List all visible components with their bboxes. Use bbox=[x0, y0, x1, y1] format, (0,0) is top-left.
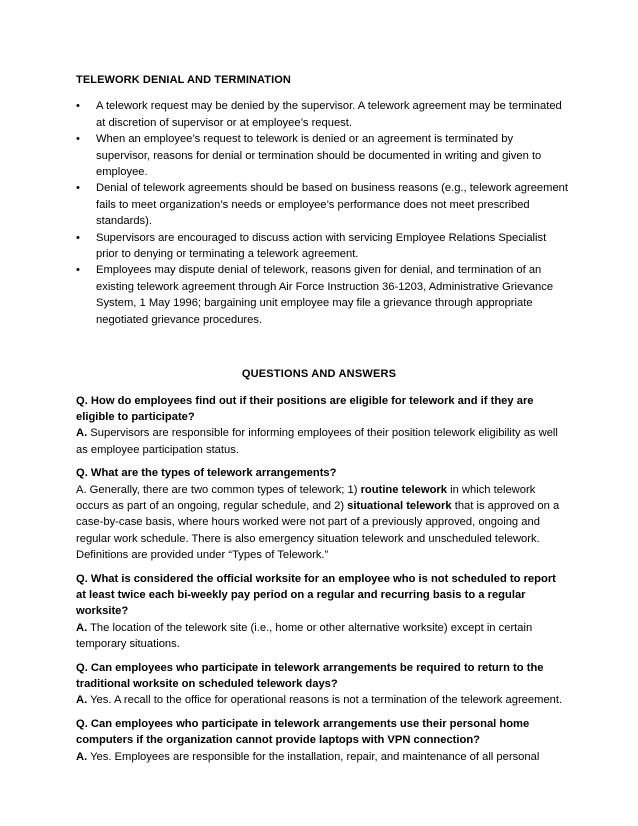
list-item bbox=[76, 262, 568, 328]
qa-item bbox=[76, 465, 568, 563]
question-text: Q. Can employees who participate in telework arrangements be required to return to the traditional worksite on scheduled telework days? bbox=[76, 661, 544, 690]
qa-item bbox=[76, 393, 568, 459]
question-text: Q. What are the types of telework arrangements? bbox=[76, 467, 337, 480]
answer-label: A. bbox=[76, 694, 88, 707]
answer-text: A. Generally, there are two common types of telework; 1) bbox=[76, 483, 361, 496]
term-situational-telework: situational telework bbox=[347, 499, 452, 512]
answer-text: Yes. Employees are responsible for the installation, repair, and maintenance of all personal bbox=[87, 750, 540, 763]
answer-text: The location of the telework site (i.e., home or other alternative worksite) except in certain temporary situations. bbox=[76, 621, 533, 651]
answer bbox=[76, 482, 568, 564]
bullet-text: A telework request may be denied by the supervisor. A telework agreement may be terminated at discretion of supervisor or at employee’s request. bbox=[96, 100, 562, 129]
bullet-list bbox=[76, 98, 568, 328]
answer bbox=[76, 620, 568, 653]
answer-text: that is approved on a case-by-case basis, where hours worked were not part of a previously approved, ongoing and regular work schedule. There is also emergency situation telework and unscheduled telework. Definitions are provided under “Types of Telework.” bbox=[76, 499, 560, 562]
bullet-icon: • bbox=[76, 264, 80, 277]
answer-label: A. bbox=[76, 427, 88, 440]
term-routine-telework: routine telework bbox=[360, 483, 447, 496]
answer-text: in which telework occurs as part of an ongoing, regular schedule, and 2) bbox=[76, 483, 536, 512]
bullet-text: Supervisors are encouraged to discuss action with servicing Employee Relations Specialist prior to denying or terminating a telework agreement. bbox=[96, 231, 547, 261]
section-heading: TELEWORK DENIAL AND TERMINATION bbox=[76, 74, 291, 86]
question-text: Q. How do employees find out if their positions are eligible for telework and if they are eligible to participate? bbox=[76, 394, 534, 423]
list-item bbox=[76, 230, 568, 263]
answer-label: A. bbox=[76, 621, 88, 634]
answer-text: Supervisors are responsible for informing employees of their position telework eligibility as well as employee participation status. bbox=[76, 427, 558, 456]
question-text: Q. Can employees who participate in telework arrangements use their personal home computers if the organization cannot provide laptops with VPN connection? bbox=[76, 717, 530, 747]
answer bbox=[76, 749, 568, 765]
qa-item bbox=[76, 660, 568, 709]
bullet-icon: • bbox=[76, 231, 80, 244]
bullet-icon: • bbox=[76, 133, 80, 146]
answer bbox=[76, 425, 568, 458]
bullet-text: Denial of telework agreements should be based on business reasons (e.g., telework agreement fails to meet organization’s needs or employee’s performance does not meet prescribed standards). bbox=[96, 182, 569, 228]
answer-label: A. bbox=[76, 750, 88, 763]
qa-item bbox=[76, 571, 568, 653]
bullet-text: Employees may dispute denial of telework, reasons given for denial, and termination of an existing telework agreement through Air Force Instruction 36-1203, Administrative Grievance System, 1 May 1996; bargaining unit employee may file a grievance through appropriate negotiated grievance procedures. bbox=[96, 264, 554, 326]
answer-text: Yes. A recall to the office for operational reasons is not a termination of the telework agreement. bbox=[87, 694, 563, 707]
list-item bbox=[76, 131, 568, 180]
question-text: Q. What is considered the official worksite for an employee who is not scheduled to report at least twice each bi-weekly pay period on a regular and recurring basis to a regular worksite? bbox=[76, 572, 556, 618]
qa-heading: QUESTIONS AND ANSWERS bbox=[241, 368, 397, 381]
list-item bbox=[76, 98, 568, 131]
bullet-text: When an employee’s request to telework is denied or an agreement is terminated by supervisor, reasons for denial or termination should be documented in writing and given to employee. bbox=[96, 133, 542, 179]
list-item bbox=[76, 180, 568, 229]
bullet-icon: • bbox=[76, 100, 80, 113]
bullet-icon: • bbox=[76, 182, 80, 195]
answer bbox=[76, 692, 568, 708]
qa-item bbox=[76, 716, 568, 765]
